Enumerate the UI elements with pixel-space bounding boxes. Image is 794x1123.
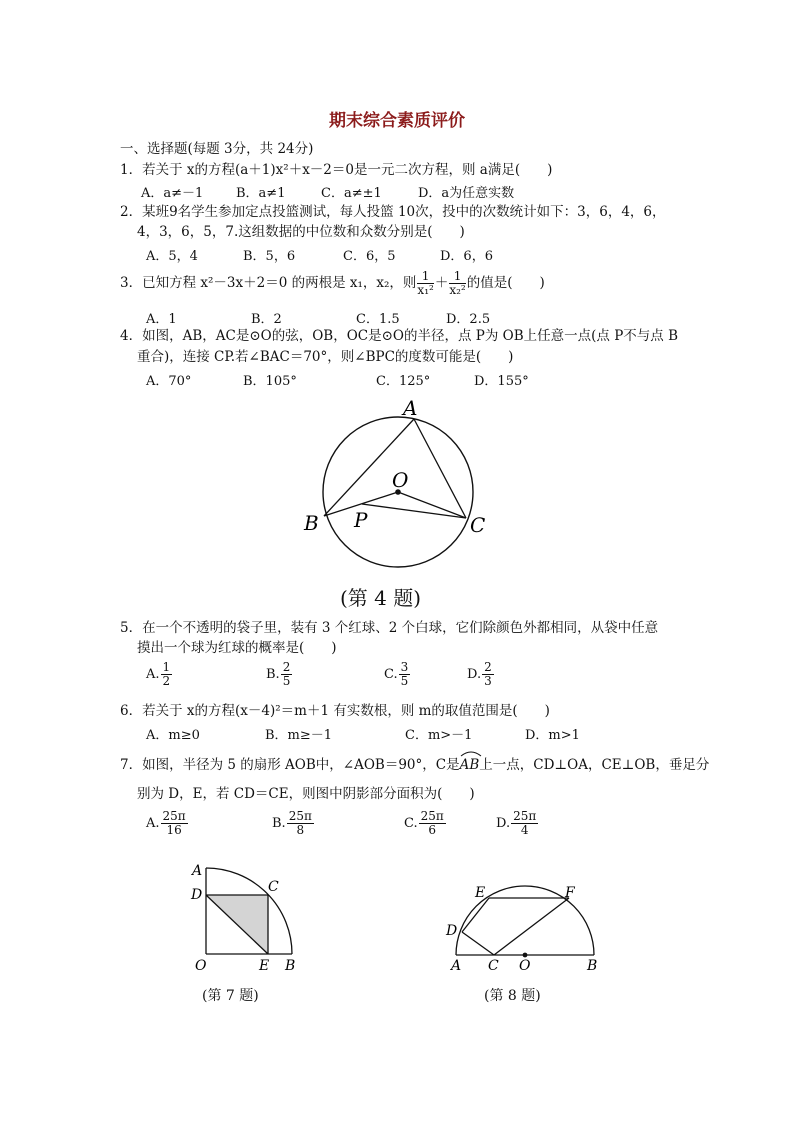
q3-fraction-2: $\frac{1}{\text{x₂²}}$ <box>449 269 466 297</box>
q4-option-c[interactable]: C．125° <box>376 374 431 389</box>
question-1: 1．若关于 x的方程(a＋1)x²＋x－2＝0是一元二次方程，则 a满足( ) <box>120 162 553 178</box>
section-heading: 一、选择题(每题 3分，共 24分) <box>120 141 314 157</box>
fig8-label-o: O <box>519 958 531 974</box>
fig7-label-c: C <box>268 879 279 895</box>
figure-7-sector <box>186 858 306 978</box>
q2-option-d[interactable]: D．6，6 <box>440 249 493 264</box>
q7-option-b[interactable]: B. $\frac{25\pi}{8}$ <box>272 809 312 837</box>
q7-option-c[interactable]: C. $\frac{25\pi}{6}$ <box>404 809 444 837</box>
q4-option-d[interactable]: D．155° <box>474 374 529 389</box>
q3-option-b[interactable]: B．2 <box>251 312 282 327</box>
q7-option-a[interactable]: A. $\frac{25\pi}{16}$ <box>146 809 186 837</box>
q3-text-post: 的值是( ) <box>466 275 545 291</box>
q1-option-a[interactable]: A．a≠－1 <box>141 186 204 201</box>
q6-option-b[interactable]: B．m≥－1 <box>265 728 333 743</box>
fig4-label-b: B <box>304 511 319 535</box>
page-title: 期末综合素质评价 <box>329 111 465 131</box>
fig7-label-d: D <box>191 887 203 903</box>
q1-option-d[interactable]: D．a为任意实数 <box>418 186 515 201</box>
q3-fraction-1: $\frac{1}{\text{x₁²}}$ <box>417 269 434 297</box>
question-6: 6．若关于 x的方程(x－4)²＝m＋1 有实数根，则 m的取值范围是( ) <box>120 703 550 719</box>
q3-plus: ＋ <box>434 275 449 291</box>
q5-option-b[interactable]: B. $\frac{2}{5}$ <box>266 660 291 688</box>
fig4-label-p: P <box>354 508 368 532</box>
fig8-label-a: A <box>451 958 462 974</box>
question-4-line-2: 重合)，连接 CP.若∠BAC＝70°，则∠BPC的度数可能是( ) <box>137 349 514 365</box>
fig8-label-f: F <box>565 885 575 901</box>
question-7-line-2: 别为 D，E，若 CD＝CE，则图中阴影部分面积为( ) <box>137 786 475 802</box>
q3-option-a[interactable]: A．1 <box>146 312 177 327</box>
q2-option-a[interactable]: A．5，4 <box>146 249 198 264</box>
figure-8-semicircle <box>444 880 604 976</box>
q1-option-c[interactable]: C．a≠±1 <box>321 186 382 201</box>
figure-4-caption: (第 4 题) <box>340 586 422 610</box>
fig4-label-a: A <box>403 396 418 420</box>
fig8-label-b: B <box>587 958 598 974</box>
question-3 <box>120 270 545 297</box>
q2-option-b[interactable]: B．5，6 <box>243 249 296 264</box>
q5-option-c[interactable]: C. $\frac{3}{5}$ <box>384 660 409 688</box>
q6-option-a[interactable]: A．m≥0 <box>146 728 200 743</box>
q6-option-c[interactable]: C．m>－1 <box>405 728 473 743</box>
question-5-line-2: 摸出一个球为红球的概率是( ) <box>137 640 337 656</box>
q5-option-a[interactable]: A. $\frac{1}{2}$ <box>146 660 171 688</box>
q4-option-a[interactable]: A．70° <box>146 374 192 389</box>
figure-8-caption: (第 8 题) <box>484 988 541 1004</box>
fig8-label-c: C <box>488 958 499 974</box>
arc-ab-notation: AB <box>460 756 480 774</box>
figure-7-caption: (第 7 题) <box>202 988 259 1004</box>
fig7-label-o: O <box>195 958 207 974</box>
q7-option-d[interactable]: D. $\frac{25\pi}{4}$ <box>496 809 537 837</box>
fig7-label-b: B <box>285 958 296 974</box>
fig7-label-a: A <box>192 863 203 879</box>
q6-option-d[interactable]: D．m>1 <box>525 728 580 743</box>
question-2-line-2: 4，3，6，5，7.这组数据的中位数和众数分别是( ) <box>137 224 465 240</box>
question-4-line-1: 4．如图，AB，AC是⊙O的弦，OB，OC是⊙O的半径，点 P为 OB上任意一点(点 P不与点 B <box>120 328 678 344</box>
q3-option-d[interactable]: D．2.5 <box>446 312 491 327</box>
fig7-label-e: E <box>259 958 270 974</box>
fig8-label-e: E <box>475 885 486 901</box>
figure-4-circle <box>296 394 496 574</box>
q4-option-b[interactable]: B．105° <box>243 374 297 389</box>
question-5-line-1: 5．在一个不透明的袋子里，装有 3 个红球、2 个白球，它们除颜色外都相同，从袋中任意 <box>120 620 659 636</box>
question-2-line-1: 2．某班9名学生参加定点投篮测试，每人投篮 10次，投中的次数统计如下：3，6，4，6， <box>120 204 666 220</box>
q1-option-b[interactable]: B．a≠1 <box>236 186 286 201</box>
q3-option-c[interactable]: C．1.5 <box>356 312 400 327</box>
q5-option-d[interactable]: D. $\frac{2}{3}$ <box>467 660 492 688</box>
fig8-label-d: D <box>446 923 458 939</box>
fig4-label-o: O <box>392 468 409 492</box>
q2-option-c[interactable]: C．6，5 <box>343 249 396 264</box>
question-7-line-1: 7．如图，半径为 5 的扇形 AOB中，∠AOB＝90°，C是 AB上一点，CD⊥OA，CE⊥OB，垂足分 <box>120 756 709 774</box>
fig4-label-c: C <box>470 513 486 537</box>
q3-text-pre: 3．已知方程 x²－3x＋2＝0 的两根是 x₁，x₂，则 <box>120 275 417 291</box>
